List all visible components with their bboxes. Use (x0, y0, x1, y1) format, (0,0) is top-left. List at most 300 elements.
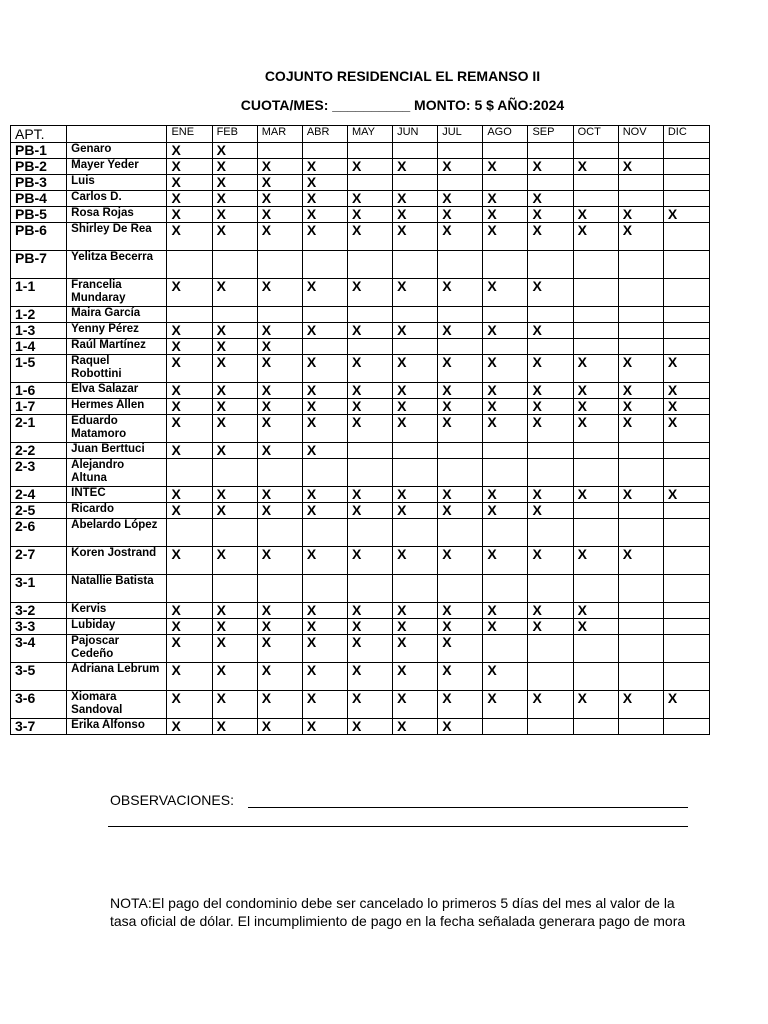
payment-mark-cell: X (302, 355, 347, 383)
payment-mark-cell (663, 503, 709, 519)
apartment-cell: PB-3 (11, 175, 67, 191)
table-row (11, 459, 710, 487)
payment-mark-cell (573, 251, 618, 279)
payment-mark-cell: X (257, 443, 302, 459)
payment-mark-cell: X (393, 487, 438, 503)
payment-mark-cell (483, 143, 528, 159)
payment-mark-cell: X (528, 355, 573, 383)
payment-mark-cell: X (212, 355, 257, 383)
payment-mark-cell: X (483, 223, 528, 251)
payment-mark-cell (438, 251, 483, 279)
payment-mark-cell: X (393, 355, 438, 383)
payment-mark-cell: X (212, 323, 257, 339)
payment-mark-cell (483, 175, 528, 191)
payment-mark-cell: X (483, 207, 528, 223)
payment-mark-cell: X (663, 487, 709, 503)
payment-mark-cell (573, 459, 618, 487)
document-subtitle: CUOTA/MES: __________ MONTO: 5 $ AÑO:2024 (240, 97, 565, 113)
table-row (11, 207, 710, 223)
resident-name-cell: Xiomara Sandoval (67, 691, 167, 719)
payment-mark-cell: X (302, 487, 347, 503)
payment-mark-cell (663, 719, 709, 735)
apartment-cell: 3-2 (11, 603, 67, 619)
table-row (11, 487, 710, 503)
payment-mark-cell: X (393, 619, 438, 635)
payment-mark-cell (347, 143, 392, 159)
payment-mark-cell: X (573, 355, 618, 383)
payment-mark-cell (528, 143, 573, 159)
payment-mark-cell: X (257, 323, 302, 339)
payment-mark-cell (618, 443, 663, 459)
payment-mark-cell (302, 307, 347, 323)
apartment-cell: 1-1 (11, 279, 67, 307)
payment-mark-cell: X (257, 603, 302, 619)
payment-mark-cell (618, 519, 663, 547)
payment-mark-cell (618, 191, 663, 207)
payment-mark-cell: X (212, 223, 257, 251)
payment-mark-cell: X (167, 159, 212, 175)
resident-name-cell: Shirley De Rea (67, 223, 167, 251)
payment-mark-cell: X (393, 383, 438, 399)
payment-mark-cell: X (438, 547, 483, 575)
payment-mark-cell: X (393, 547, 438, 575)
payment-mark-cell: X (302, 279, 347, 307)
payment-mark-cell (393, 459, 438, 487)
resident-name-cell: Kervis (67, 603, 167, 619)
payment-mark-cell: X (347, 207, 392, 223)
observations-line (248, 807, 688, 808)
payment-mark-cell (528, 175, 573, 191)
payment-mark-cell: X (438, 487, 483, 503)
payment-mark-cell (663, 339, 709, 355)
observations-line (108, 826, 688, 827)
payment-mark-cell (663, 175, 709, 191)
payment-mark-cell (257, 575, 302, 603)
payment-mark-cell (302, 459, 347, 487)
payment-mark-cell: X (347, 191, 392, 207)
apartment-cell: 3-4 (11, 635, 67, 663)
payment-mark-cell: X (347, 619, 392, 635)
payment-mark-cell (573, 663, 618, 691)
payment-mark-cell: X (212, 719, 257, 735)
document-title: COJUNTO RESIDENCIAL EL REMANSO II (264, 68, 541, 84)
apartment-cell: 3-6 (11, 691, 67, 719)
payment-mark-cell: X (573, 619, 618, 635)
payment-mark-cell: X (302, 159, 347, 175)
resident-name-cell: Juan Berttuci (67, 443, 167, 459)
payment-mark-cell: X (438, 355, 483, 383)
payment-mark-cell: X (167, 443, 212, 459)
payment-mark-cell: X (347, 355, 392, 383)
payment-mark-cell: X (393, 399, 438, 415)
payment-mark-cell (618, 279, 663, 307)
apartment-cell: 1-6 (11, 383, 67, 399)
payment-mark-cell: X (302, 175, 347, 191)
payment-mark-cell: X (302, 323, 347, 339)
payment-mark-cell: X (528, 415, 573, 443)
apartment-cell: 3-3 (11, 619, 67, 635)
payment-mark-cell (573, 443, 618, 459)
payment-mark-cell: X (212, 603, 257, 619)
payment-mark-cell: X (618, 159, 663, 175)
payment-mark-cell: X (257, 547, 302, 575)
payment-mark-cell: X (528, 691, 573, 719)
payment-mark-cell (663, 191, 709, 207)
payment-mark-cell: X (618, 547, 663, 575)
payment-mark-cell (167, 307, 212, 323)
payment-mark-cell: X (257, 415, 302, 443)
payment-mark-cell: X (528, 191, 573, 207)
payment-mark-cell: X (618, 383, 663, 399)
name-column-header (67, 126, 167, 143)
payment-mark-cell (212, 459, 257, 487)
payment-mark-cell: X (663, 355, 709, 383)
payment-mark-cell: X (438, 399, 483, 415)
payment-mark-cell: X (167, 635, 212, 663)
payment-mark-cell: X (393, 159, 438, 175)
payment-mark-cell: X (257, 503, 302, 519)
month-column-header: FEB (212, 126, 257, 143)
table-row (11, 663, 710, 691)
payment-mark-cell: X (483, 383, 528, 399)
table-row (11, 415, 710, 443)
payment-mark-cell (438, 339, 483, 355)
payment-mark-cell (347, 575, 392, 603)
payment-mark-cell (573, 503, 618, 519)
table-row (11, 191, 710, 207)
payment-mark-cell (438, 143, 483, 159)
table-row (11, 519, 710, 547)
resident-name-cell: INTEC (67, 487, 167, 503)
payment-mark-cell (257, 251, 302, 279)
payment-mark-cell: X (257, 383, 302, 399)
resident-name-cell: Alejandro Altuna (67, 459, 167, 487)
month-column-header: ABR (302, 126, 347, 143)
payment-mark-cell: X (302, 223, 347, 251)
resident-name-cell: Hermes Allen (67, 399, 167, 415)
resident-name-cell: Carlos D. (67, 191, 167, 207)
payment-mark-cell: X (438, 619, 483, 635)
payment-mark-cell (618, 503, 663, 519)
payment-mark-cell: X (167, 383, 212, 399)
payment-mark-cell: X (257, 175, 302, 191)
payment-mark-cell: X (167, 323, 212, 339)
payment-mark-cell: X (212, 207, 257, 223)
payment-mark-cell: X (167, 547, 212, 575)
payment-mark-cell: X (257, 487, 302, 503)
payment-mark-cell: X (212, 487, 257, 503)
payment-mark-cell: X (167, 207, 212, 223)
payment-mark-cell: X (528, 603, 573, 619)
payment-mark-cell: X (167, 399, 212, 415)
payment-mark-cell: X (302, 191, 347, 207)
month-column-header: OCT (573, 126, 618, 143)
resident-name-cell: Lubiday (67, 619, 167, 635)
payment-mark-cell (302, 575, 347, 603)
payment-mark-cell: X (257, 159, 302, 175)
observations-label: OBSERVACIONES: (110, 792, 234, 808)
payment-mark-cell: X (347, 487, 392, 503)
payment-mark-cell (618, 719, 663, 735)
payment-mark-cell (347, 519, 392, 547)
payment-mark-cell: X (573, 603, 618, 619)
resident-name-cell: Yelitza Becerra (67, 251, 167, 279)
payment-mark-cell: X (438, 415, 483, 443)
payment-mark-cell (483, 443, 528, 459)
payment-mark-cell (618, 323, 663, 339)
payment-mark-cell: X (347, 547, 392, 575)
payment-mark-cell (483, 635, 528, 663)
payment-mark-cell (618, 663, 663, 691)
payment-mark-cell: X (302, 399, 347, 415)
resident-name-cell: Luis (67, 175, 167, 191)
payment-mark-cell: X (167, 191, 212, 207)
table-row (11, 323, 710, 339)
payment-mark-cell: X (212, 175, 257, 191)
payment-mark-cell (347, 443, 392, 459)
payment-mark-cell (483, 307, 528, 323)
table-row (11, 307, 710, 323)
payment-mark-cell (528, 307, 573, 323)
month-column-header: NOV (618, 126, 663, 143)
payment-mark-cell: X (438, 603, 483, 619)
apartment-cell: 2-6 (11, 519, 67, 547)
payment-mark-cell (618, 307, 663, 323)
payment-mark-cell (393, 175, 438, 191)
payment-mark-cell: X (212, 619, 257, 635)
payment-mark-cell (483, 459, 528, 487)
payment-mark-cell: X (483, 279, 528, 307)
payment-mark-cell (663, 307, 709, 323)
apartment-cell: 3-5 (11, 663, 67, 691)
payment-mark-cell: X (167, 719, 212, 735)
payment-mark-cell: X (212, 415, 257, 443)
payment-mark-cell (573, 175, 618, 191)
apartment-cell: 1-7 (11, 399, 67, 415)
payment-mark-cell: X (167, 175, 212, 191)
payment-mark-cell: X (618, 207, 663, 223)
payment-mark-cell (212, 251, 257, 279)
payment-mark-cell: X (167, 663, 212, 691)
payment-mark-cell: X (212, 159, 257, 175)
payment-mark-cell (528, 459, 573, 487)
payment-mark-cell (573, 143, 618, 159)
payment-mark-cell (167, 459, 212, 487)
payment-mark-cell: X (528, 399, 573, 415)
payment-mark-cell: X (347, 635, 392, 663)
payment-mark-cell: X (167, 415, 212, 443)
month-column-header: ENE (167, 126, 212, 143)
payment-mark-cell (663, 575, 709, 603)
payment-mark-cell: X (302, 503, 347, 519)
resident-name-cell: Yenny Pérez (67, 323, 167, 339)
payment-mark-cell (483, 251, 528, 279)
payment-mark-cell: X (483, 323, 528, 339)
payment-mark-cell: X (302, 547, 347, 575)
payment-mark-cell (257, 519, 302, 547)
payment-mark-cell: X (167, 487, 212, 503)
payment-mark-cell (528, 251, 573, 279)
payment-mark-cell (663, 443, 709, 459)
payment-mark-cell: X (438, 635, 483, 663)
table-row (11, 383, 710, 399)
payment-mark-cell (663, 547, 709, 575)
payment-mark-cell (618, 603, 663, 619)
payment-mark-cell: X (528, 207, 573, 223)
payment-mark-cell: X (483, 355, 528, 383)
resident-name-cell: Adriana Lebrum (67, 663, 167, 691)
payment-mark-cell: X (212, 503, 257, 519)
month-column-header: AGO (483, 126, 528, 143)
payment-mark-cell (483, 575, 528, 603)
payment-mark-cell (618, 143, 663, 159)
payment-mark-cell (663, 223, 709, 251)
payment-mark-cell (528, 575, 573, 603)
table-row (11, 443, 710, 459)
payment-mark-cell (438, 575, 483, 603)
payment-mark-cell (438, 175, 483, 191)
table-row (11, 251, 710, 279)
payment-mark-cell: X (618, 355, 663, 383)
month-column-header: MAY (347, 126, 392, 143)
payment-mark-cell (257, 143, 302, 159)
payment-mark-cell: X (393, 279, 438, 307)
payment-mark-cell: X (347, 399, 392, 415)
payment-mark-cell (302, 519, 347, 547)
payment-mark-cell (393, 251, 438, 279)
apartment-cell: 2-5 (11, 503, 67, 519)
payment-mark-cell: X (573, 207, 618, 223)
payment-mark-cell: X (393, 415, 438, 443)
payment-mark-cell (347, 307, 392, 323)
payment-mark-cell: X (167, 503, 212, 519)
payment-mark-cell: X (257, 207, 302, 223)
payment-mark-cell (573, 307, 618, 323)
payment-mark-cell: X (393, 719, 438, 735)
payments-table (10, 125, 710, 735)
payment-mark-cell (528, 719, 573, 735)
payment-mark-cell: X (257, 279, 302, 307)
payment-mark-cell (528, 635, 573, 663)
table-row (11, 339, 710, 355)
payment-mark-cell (302, 339, 347, 355)
table-row (11, 143, 710, 159)
payment-mark-cell: X (347, 691, 392, 719)
payment-mark-cell: X (302, 663, 347, 691)
payment-mark-cell: X (212, 339, 257, 355)
payment-mark-cell: X (347, 279, 392, 307)
payment-mark-cell: X (528, 323, 573, 339)
apartment-cell: 3-7 (11, 719, 67, 735)
payment-mark-cell (438, 443, 483, 459)
payment-mark-cell (663, 143, 709, 159)
payment-mark-cell: X (347, 663, 392, 691)
resident-name-cell: Mayer Yeder (67, 159, 167, 175)
month-column-header: SEP (528, 126, 573, 143)
payment-mark-cell: X (438, 207, 483, 223)
payment-mark-cell (393, 143, 438, 159)
payment-mark-cell: X (528, 619, 573, 635)
payment-mark-cell: X (483, 619, 528, 635)
payment-mark-cell: X (167, 143, 212, 159)
payment-mark-cell: X (483, 603, 528, 619)
payment-mark-cell: X (573, 547, 618, 575)
apartment-cell: 2-3 (11, 459, 67, 487)
payment-mark-cell: X (528, 487, 573, 503)
payment-mark-cell (663, 663, 709, 691)
payment-mark-cell: X (663, 691, 709, 719)
payment-mark-cell (257, 307, 302, 323)
payment-mark-cell (528, 443, 573, 459)
payment-mark-cell: X (347, 383, 392, 399)
payment-mark-cell (393, 443, 438, 459)
payment-mark-cell: X (257, 355, 302, 383)
table-row (11, 159, 710, 175)
payment-mark-cell: X (212, 663, 257, 691)
payment-mark-cell (302, 143, 347, 159)
payment-mark-cell: X (302, 691, 347, 719)
payment-mark-cell: X (347, 223, 392, 251)
resident-name-cell: Maira García (67, 307, 167, 323)
payment-mark-cell: X (393, 323, 438, 339)
payment-mark-cell: X (393, 635, 438, 663)
payment-mark-cell (483, 339, 528, 355)
payment-mark-cell (573, 635, 618, 663)
payment-mark-cell: X (257, 663, 302, 691)
apt-column-header: APT. (11, 126, 67, 143)
apartment-cell: 3-1 (11, 575, 67, 603)
payment-mark-cell: X (302, 415, 347, 443)
payment-mark-cell: X (618, 415, 663, 443)
payment-mark-cell: X (573, 691, 618, 719)
payment-mark-cell (212, 575, 257, 603)
apartment-cell: PB-5 (11, 207, 67, 223)
payment-mark-cell: X (302, 719, 347, 735)
payment-mark-cell: X (393, 207, 438, 223)
month-column-header: MAR (257, 126, 302, 143)
payment-mark-cell (483, 719, 528, 735)
payment-mark-cell: X (438, 691, 483, 719)
payment-mark-cell: X (483, 487, 528, 503)
payment-mark-cell: X (167, 691, 212, 719)
payment-mark-cell: X (528, 383, 573, 399)
payment-mark-cell: X (257, 635, 302, 663)
payment-mark-cell: X (438, 279, 483, 307)
payment-mark-cell: X (257, 223, 302, 251)
payment-mark-cell: X (302, 603, 347, 619)
payment-mark-cell: X (483, 503, 528, 519)
payment-mark-cell: X (302, 635, 347, 663)
resident-name-cell: Raúl Martínez (67, 339, 167, 355)
table-row (11, 503, 710, 519)
payment-mark-cell: X (212, 279, 257, 307)
payment-mark-cell: X (257, 339, 302, 355)
payment-mark-cell (573, 323, 618, 339)
payment-mark-cell: X (257, 191, 302, 207)
payment-note: NOTA:El pago del condominio debe ser cancelado lo primeros 5 días del mes al valor de la tasa oficial de dólar. El incumplimiento de pago en la fecha señalada generara pago de mora (110, 895, 686, 929)
resident-name-cell: Erika Alfonso (67, 719, 167, 735)
payment-mark-cell: X (528, 547, 573, 575)
payment-mark-cell: X (573, 415, 618, 443)
payment-mark-cell: X (618, 223, 663, 251)
payment-mark-cell: X (167, 619, 212, 635)
apartment-cell: 1-3 (11, 323, 67, 339)
payment-mark-cell: X (483, 547, 528, 575)
payment-mark-cell: X (393, 503, 438, 519)
apartment-cell: 2-2 (11, 443, 67, 459)
payment-mark-cell: X (483, 399, 528, 415)
resident-name-cell: Abelardo López (67, 519, 167, 547)
